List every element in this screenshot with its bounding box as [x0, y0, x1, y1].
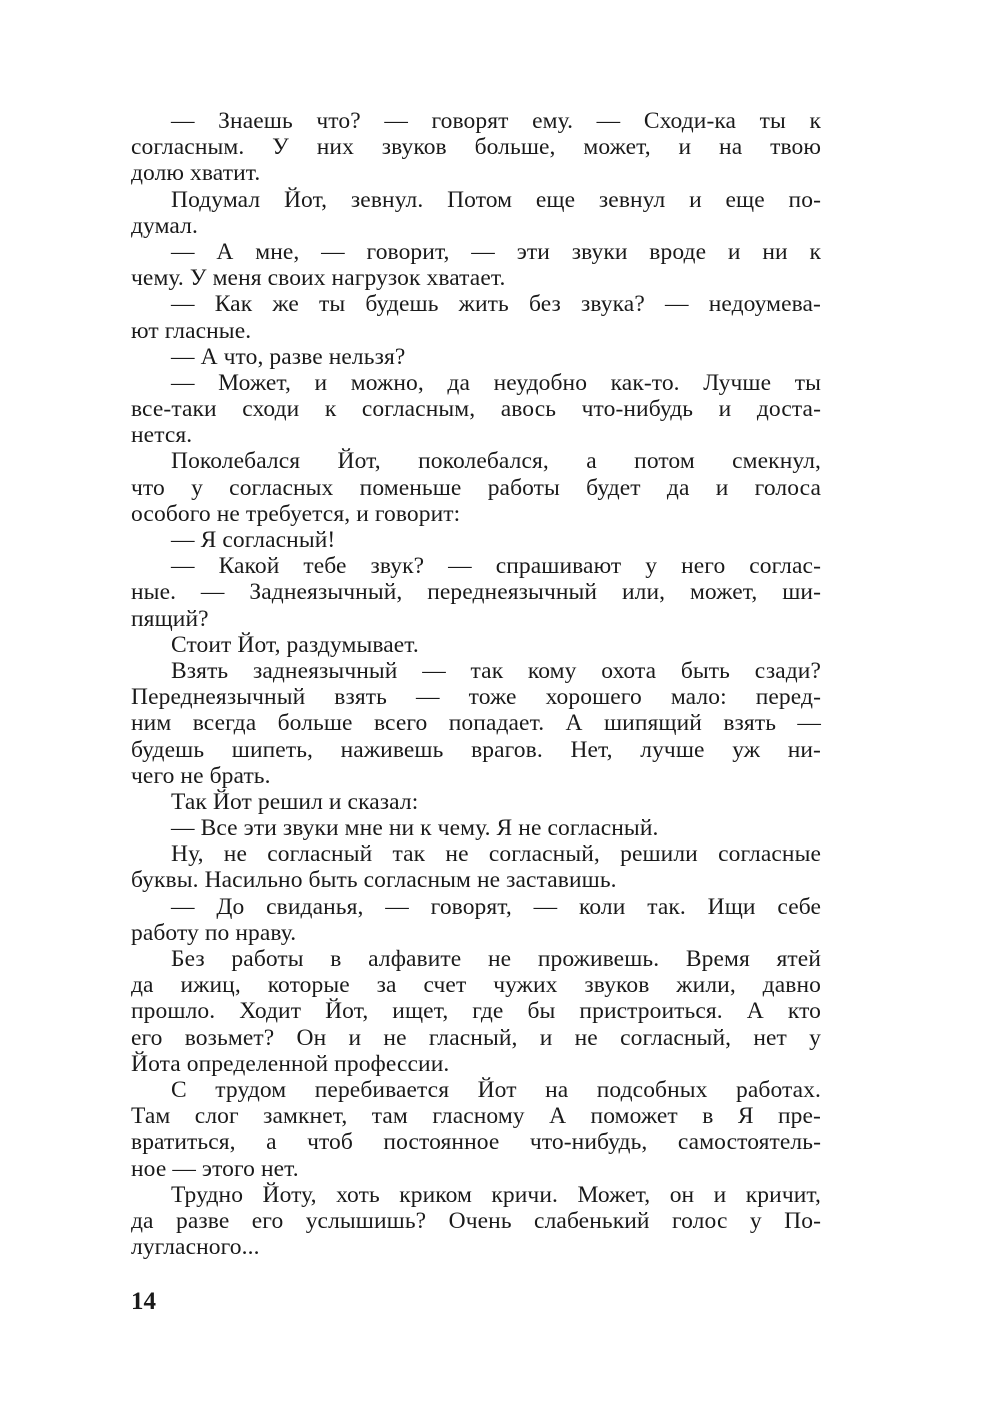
page-number: 14	[131, 1288, 156, 1315]
text-line: Взять заднеязычный — так кому охота быть сзади?	[171, 657, 821, 684]
text-line: вратиться, а чтоб постоянное что-нибудь, самостоятель-	[131, 1129, 821, 1156]
text-line: — Все эти звуки мне ни к чему. Я не согласный.	[171, 815, 659, 842]
text-line: все-таки сходи к согласным, авось что-нибудь и доста-	[131, 396, 821, 423]
text-line: работу по нраву.	[131, 919, 297, 946]
text-line: да ижиц, которые за счет чужих звуков жили, давно	[131, 972, 821, 999]
text-line: буквы. Насильно быть согласным не заставишь.	[131, 867, 617, 894]
text-line: думал.	[131, 212, 198, 239]
text-line: Поколебался Йот, поколебался, а потом смекнул,	[171, 448, 821, 475]
text-line: — Может, и можно, да неудобно как-то. Лучше ты	[171, 369, 821, 396]
text-line: Ну, не согласный так не согласный, решили согласные	[171, 841, 821, 868]
text-line: ним всегда больше всего попадает. А шипящий взять —	[131, 710, 821, 737]
text-line: — До свиданья, — говорят, — коли так. Ищи себе	[171, 893, 821, 920]
text-line: Так Йот решил и сказал:	[171, 788, 419, 815]
text-line: нется.	[131, 422, 193, 449]
text-line: Трудно Йоту, хоть криком кричи. Может, он и кричит,	[171, 1181, 821, 1208]
text-line: будешь шипеть, наживешь врагов. Нет, лучше уж ни-	[131, 736, 821, 763]
text-line: прошло. Ходит Йот, ищет, где бы пристроиться. А кто	[131, 998, 821, 1025]
text-line: Без работы в алфавите не проживешь. Время ятей	[171, 946, 821, 972]
text-line: ное — этого нет.	[131, 1155, 299, 1182]
text-line: лугласного...	[131, 1234, 260, 1261]
text-line: — Я согласный!	[171, 527, 336, 553]
page-body-text	[131, 108, 821, 1260]
text-line: что у согласных поменьше работы будет да и голоса	[131, 474, 821, 501]
text-line: особого не требуется, и говорит:	[131, 500, 461, 527]
text-line: Там слог замкнет, там гласному А поможет в Я пре-	[131, 1103, 821, 1130]
text-line: — Как же ты будешь жить без звука? — недоумева-	[171, 291, 821, 318]
text-line: Стоит Йот, раздумывает.	[171, 631, 419, 658]
text-line: согласным. У них звуков больше, может, и на твою	[131, 134, 821, 161]
text-line: Йота определенной профессии.	[131, 1050, 450, 1077]
text-line: долю хватит.	[131, 160, 261, 187]
text-line: — Какой тебе звук? — спрашивают у него соглас-	[171, 553, 821, 580]
text-line: — А мне, — говорит, — эти звуки вроде и ни к	[171, 238, 821, 265]
text-line: пящий?	[131, 605, 209, 632]
text-line: С трудом перебивается Йот на подсобных работах.	[171, 1076, 821, 1103]
text-line: да разве его услышишь? Очень слабенький голос у По-	[131, 1207, 821, 1234]
text-line: ют гласные.	[131, 317, 252, 344]
text-line: чего не брать.	[131, 762, 271, 789]
text-line: — Знаешь что? — говорят ему. — Сходи-ка ты к	[171, 108, 821, 134]
text-line: Переднеязычный взять — тоже хорошего мало: перед-	[131, 684, 821, 711]
text-line: Подумал Йот, зевнул. Потом еще зевнул и еще по-	[171, 186, 821, 213]
text-line: — А что, разве нельзя?	[171, 343, 406, 370]
text-line: чему. У меня своих нагрузок хватает.	[131, 265, 506, 292]
text-line: его возьмет? Он и не гласный, и не согласный, нет у	[131, 1024, 821, 1051]
text-line: ные. — Заднеязычный, переднеязычный или, может, ши-	[131, 579, 821, 606]
